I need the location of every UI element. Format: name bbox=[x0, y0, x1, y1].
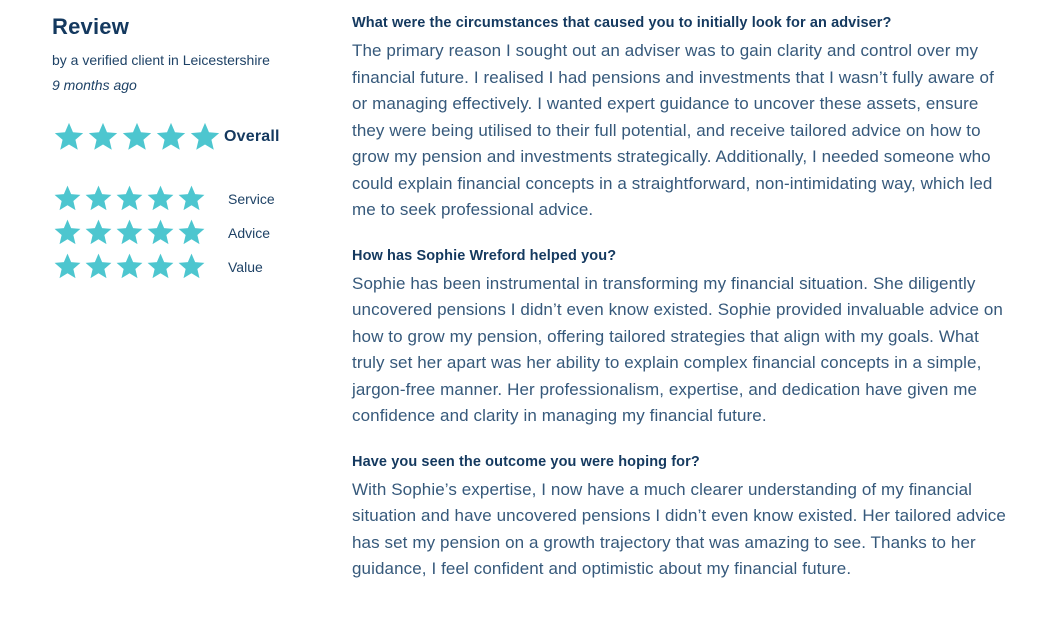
overall-rating-label: Overall bbox=[224, 128, 280, 145]
value-rating-row bbox=[52, 251, 337, 282]
service-rating-label: Service bbox=[228, 190, 275, 207]
star-icon bbox=[83, 251, 114, 282]
star-icon bbox=[86, 120, 120, 154]
overall-rating-row bbox=[52, 120, 337, 154]
star-icon bbox=[52, 120, 86, 154]
advice-stars bbox=[52, 217, 207, 248]
star-icon bbox=[114, 183, 145, 214]
review-content bbox=[352, 13, 1014, 583]
value-rating-label: Value bbox=[228, 258, 263, 275]
star-icon bbox=[176, 217, 207, 248]
star-icon bbox=[52, 251, 83, 282]
answer-text: With Sophie’s expertise, I now have a much clearer understanding of my financial situation and have uncovered pensions I didn’t even know existed. Her tailored advice has set my pension on a growth trajectory that was amazing to see. Thanks to her guidance, I feel confident and optimistic about my financial future. bbox=[352, 479, 1006, 578]
star-icon bbox=[145, 183, 176, 214]
star-icon bbox=[176, 183, 207, 214]
sub-ratings-group bbox=[52, 183, 337, 282]
answer-text: The primary reason I sought out an adviser was to gain clarity and control over my financial future. I realised I had pensions and investments that I wasn’t fully aware of or managing effectively. I wanted expert guidance to uncover these assets, ensure they were being utilised to their full potential, and receive tailored advice on how to grow my pension and investments strategically. Additionally, I needed someone who could explain financial concepts in a straightforward, non-intimidating way, which led me to seek professional advice. bbox=[352, 41, 994, 219]
reviewer-byline: by a verified client in Leicestershire bbox=[52, 52, 270, 68]
review-time-ago: 9 months ago bbox=[52, 77, 137, 93]
review-summary-sidebar bbox=[52, 14, 337, 285]
service-rating-row bbox=[52, 183, 337, 214]
star-icon bbox=[83, 217, 114, 248]
review-title: Review bbox=[52, 14, 130, 39]
star-icon bbox=[114, 251, 145, 282]
star-icon bbox=[188, 120, 222, 154]
service-stars bbox=[52, 183, 207, 214]
advice-rating-row bbox=[52, 217, 337, 248]
value-stars bbox=[52, 251, 207, 282]
star-icon bbox=[176, 251, 207, 282]
star-icon bbox=[145, 217, 176, 248]
question-text: How has Sophie Wreford helped you? bbox=[352, 247, 617, 264]
star-icon bbox=[52, 183, 83, 214]
star-icon bbox=[114, 217, 145, 248]
qa-section-how-helped bbox=[352, 246, 1014, 430]
advice-rating-label: Advice bbox=[228, 224, 271, 241]
qa-section-circumstances bbox=[352, 13, 1014, 224]
answer-text: Sophie has been instrumental in transforming my financial situation. She diligently uncovered pensions I didn’t even know existed. Sophie provided invaluable advice on how to grow my pension, offering tailored strategies that align with my goals. What truly set her apart was her ability to explain complex financial concepts in a simple, jargon-free manner. Her professionalism, expertise, and dedication have given me confidence and clarity in managing my financial future. bbox=[352, 273, 1003, 425]
star-icon bbox=[145, 251, 176, 282]
qa-section-outcome bbox=[352, 452, 1014, 583]
question-text: Have you seen the outcome you were hoping for? bbox=[352, 453, 700, 470]
question-text: What were the circumstances that caused you to initially look for an adviser? bbox=[352, 15, 892, 31]
star-icon bbox=[154, 120, 188, 154]
star-icon bbox=[83, 183, 114, 214]
star-icon bbox=[120, 120, 154, 154]
star-icon bbox=[52, 217, 83, 248]
overall-stars bbox=[52, 120, 222, 154]
